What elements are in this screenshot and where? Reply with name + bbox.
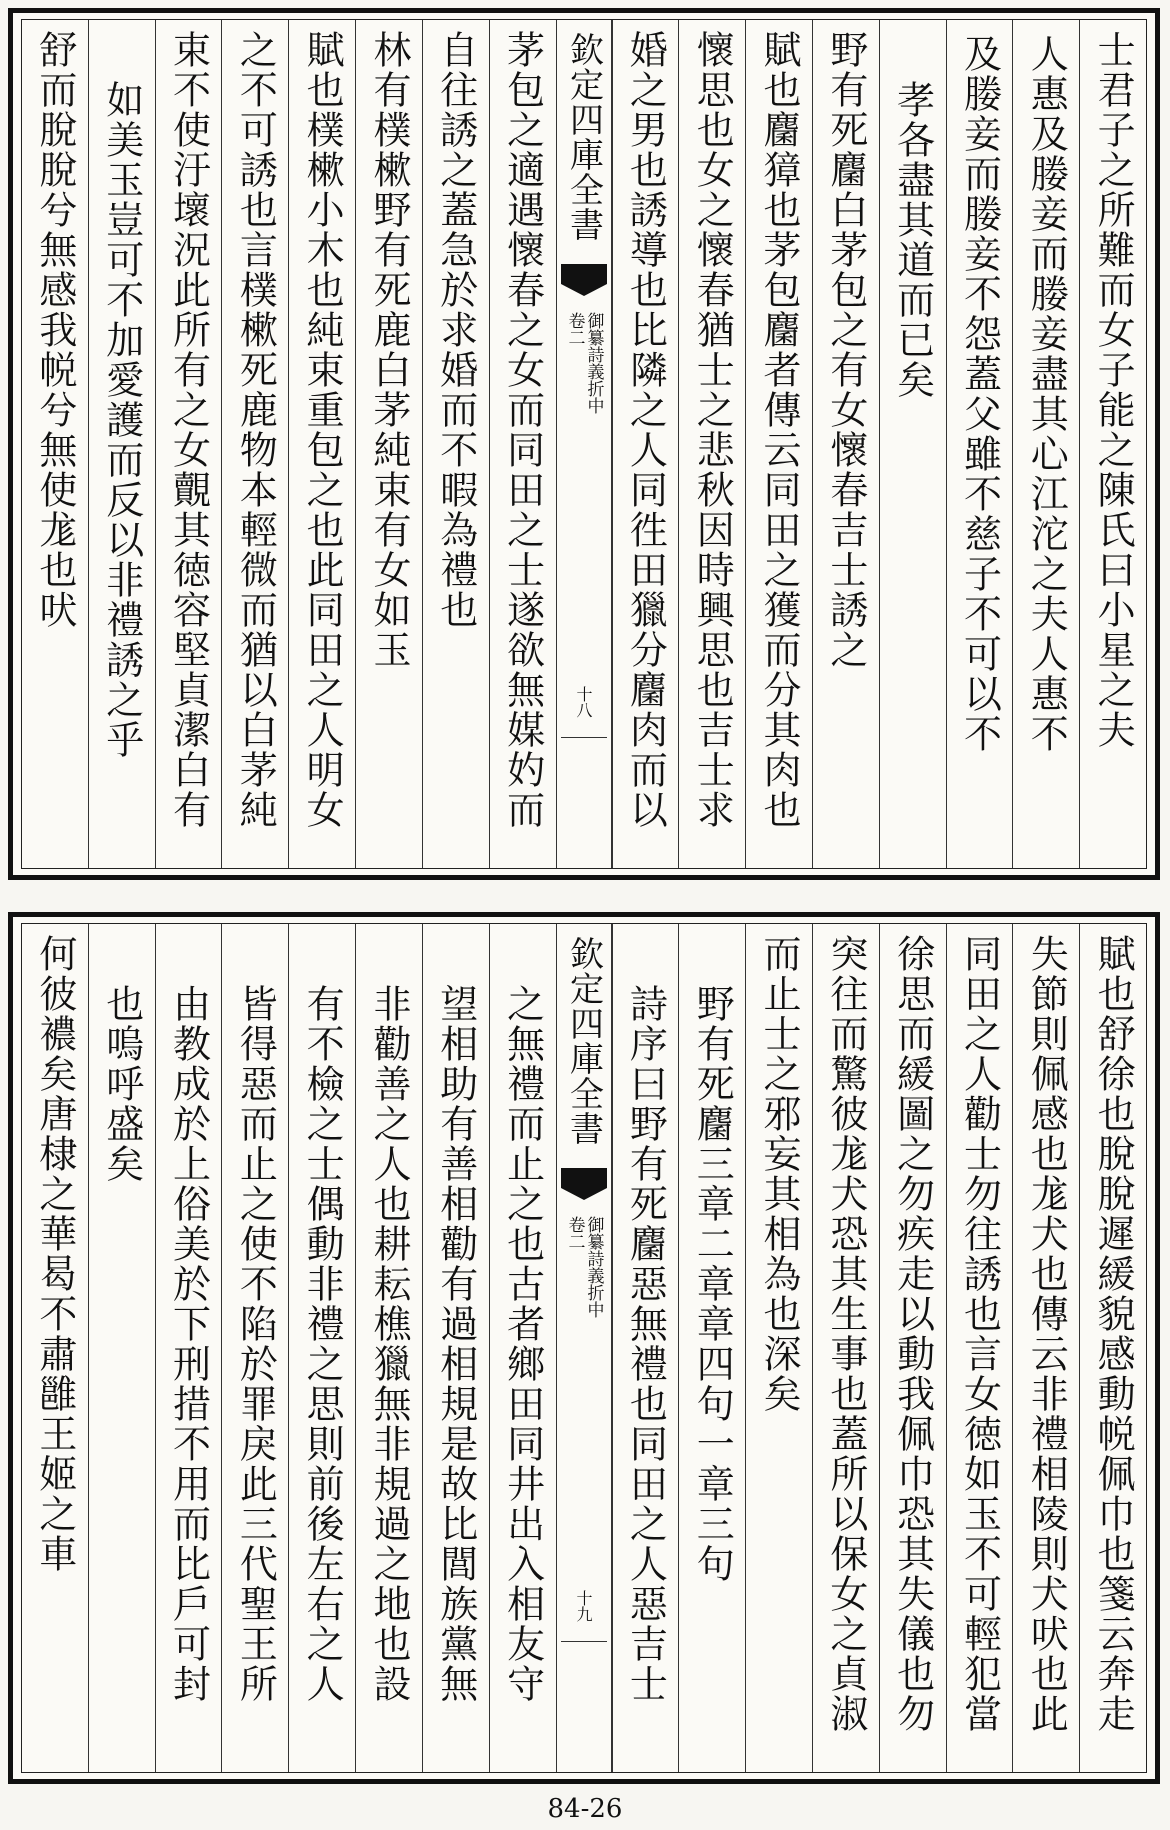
book-title: 欽定四庫全書 [563, 32, 604, 242]
text-column [879, 924, 946, 1772]
text-column [946, 924, 1013, 1772]
text-column [678, 924, 745, 1772]
page-footer: 84-26 [547, 1794, 623, 1824]
text-column [1079, 924, 1146, 1772]
text-column [88, 924, 155, 1772]
column-text: 野有死麕三章二章章四句一章三句 [690, 984, 735, 1584]
bottom-page [8, 912, 1160, 1784]
column-text: 失節則佩感也尨犬也傳云非禮相陵則犬吠也此 [1024, 934, 1069, 1734]
text-column [88, 20, 155, 868]
column-text: 由教成於上俗美於下刑措不用而比戶可封 [166, 984, 211, 1704]
poem-line [355, 20, 422, 868]
column-text: 懷思也女之懷春猶士之悲秋因時興思也吉士求 [690, 30, 735, 830]
text-column [879, 20, 946, 868]
juan-number: 卷二 [564, 1216, 585, 1250]
column-text: 舒而脫脫兮無感我帨兮無使尨也吠 [32, 30, 77, 630]
column-text: 野有死麕白茅包之有女懷春吉士誘之 [823, 30, 868, 670]
column-text: 詩序曰野有死麕惡無禮也同田之人惡吉士 [623, 984, 668, 1704]
text-column [155, 924, 222, 1772]
column-text: 茅包之適遇懷春之女而同田之士遂欲無媒妁而 [500, 30, 545, 830]
poem-line [812, 20, 879, 868]
column-text: 婚之男也誘導也比隣之人同徃田獵分麕肉而以 [623, 30, 668, 830]
column-text: 自往誘之蓋急於求婚而不暇為禮也 [433, 30, 478, 630]
column-text: 何彼襛矣唐棣之華曷不肅雝王姬之車 [32, 934, 77, 1574]
text-column [221, 20, 288, 868]
text-column [1012, 20, 1079, 868]
volume-label [566, 1216, 602, 1318]
spine-colophon [556, 924, 612, 1772]
text-column [155, 20, 222, 868]
work-title: 御纂詩義折中 [583, 1216, 604, 1318]
text-column [489, 20, 556, 868]
juan-number: 卷二 [564, 312, 585, 346]
fish-tail-mark-icon [561, 264, 607, 298]
column-text: 望相助有善相勸有過相規是故比閭族黨無 [433, 984, 478, 1704]
column-text: 賦也樸樕小木也純束重包之也此同田之人明女 [300, 30, 345, 830]
column-text: 孝各盡其道而已矣 [890, 80, 935, 400]
text-column [422, 20, 489, 868]
column-text: 皆得惡而止之使不陷於罪戾此三代聖王所 [233, 984, 278, 1704]
page-number: 十九 [574, 1590, 593, 1622]
column-text: 徐思而緩圖之勿疾走以動我佩巾恐其失儀也勿 [890, 934, 935, 1734]
text-column [1079, 20, 1146, 868]
divider [561, 1641, 607, 1642]
text-column [422, 924, 489, 1772]
column-text: 之不可誘也言樸樕死鹿物本輕微而猶以白茅純 [233, 30, 278, 830]
column-text: 士君子之所難而女子能之陳氏曰小星之夫 [1091, 30, 1136, 750]
text-column [812, 924, 879, 1772]
text-column [612, 924, 679, 1772]
poem-line [22, 924, 88, 1772]
text-column [745, 20, 812, 868]
text-column [946, 20, 1013, 868]
text-column [288, 20, 355, 868]
column-text: 如美玉豈可不加愛護而反以非禮誘之乎 [99, 80, 144, 760]
text-column [745, 924, 812, 1772]
spine-colophon [556, 20, 612, 868]
text-column [489, 924, 556, 1772]
text-column [1012, 924, 1079, 1772]
work-title: 御纂詩義折中 [583, 312, 604, 414]
book-title: 欽定四庫全書 [563, 936, 604, 1146]
top-page-frame [21, 19, 1147, 869]
top-page [8, 8, 1160, 880]
text-column [678, 20, 745, 868]
text-column [612, 20, 679, 868]
volume-label [566, 312, 602, 414]
column-text: 束不使汙壞況此所有之女覿其徳容堅貞潔白有 [166, 30, 211, 830]
column-text: 人惠及媵妾而媵妾盡其心江沱之夫人惠不 [1024, 34, 1069, 754]
page-number: 十八 [574, 686, 593, 718]
text-column [355, 924, 422, 1772]
column-text: 同田之人勸士勿往誘也言女徳如玉不可輕犯當 [957, 934, 1002, 1734]
column-text: 賦也麕獐也茅包麕者傳云同田之獲而分其肉也 [757, 30, 802, 830]
divider [561, 737, 607, 738]
bottom-page-frame [21, 923, 1147, 1773]
column-text: 及媵妾而媵妾不怨蓋父雖不慈子不可以不 [957, 34, 1002, 754]
column-text: 而止士之邪妄其相為也深矣 [757, 934, 802, 1414]
column-text: 之無禮而止之也古者鄉田同井出入相友守 [500, 984, 545, 1704]
column-text: 非勸善之人也耕耘樵獵無非規過之地也設 [366, 984, 411, 1704]
column-text: 林有樸樕野有死鹿白茅純束有女如玉 [366, 30, 411, 670]
text-column [288, 924, 355, 1772]
poem-line [22, 20, 88, 868]
column-text: 有不檢之士偶動非禮之思則前後左右之人 [300, 984, 345, 1704]
column-text: 賦也舒徐也脫脫遲緩貌感動帨佩巾也箋云奔走 [1091, 934, 1136, 1734]
column-text: 也嗚呼盛矣 [99, 984, 144, 1184]
text-column [221, 924, 288, 1772]
column-text: 突往而驚彼尨犬恐其生事也蓋所以保女之貞淑 [823, 934, 868, 1734]
fish-tail-mark-icon [561, 1168, 607, 1202]
